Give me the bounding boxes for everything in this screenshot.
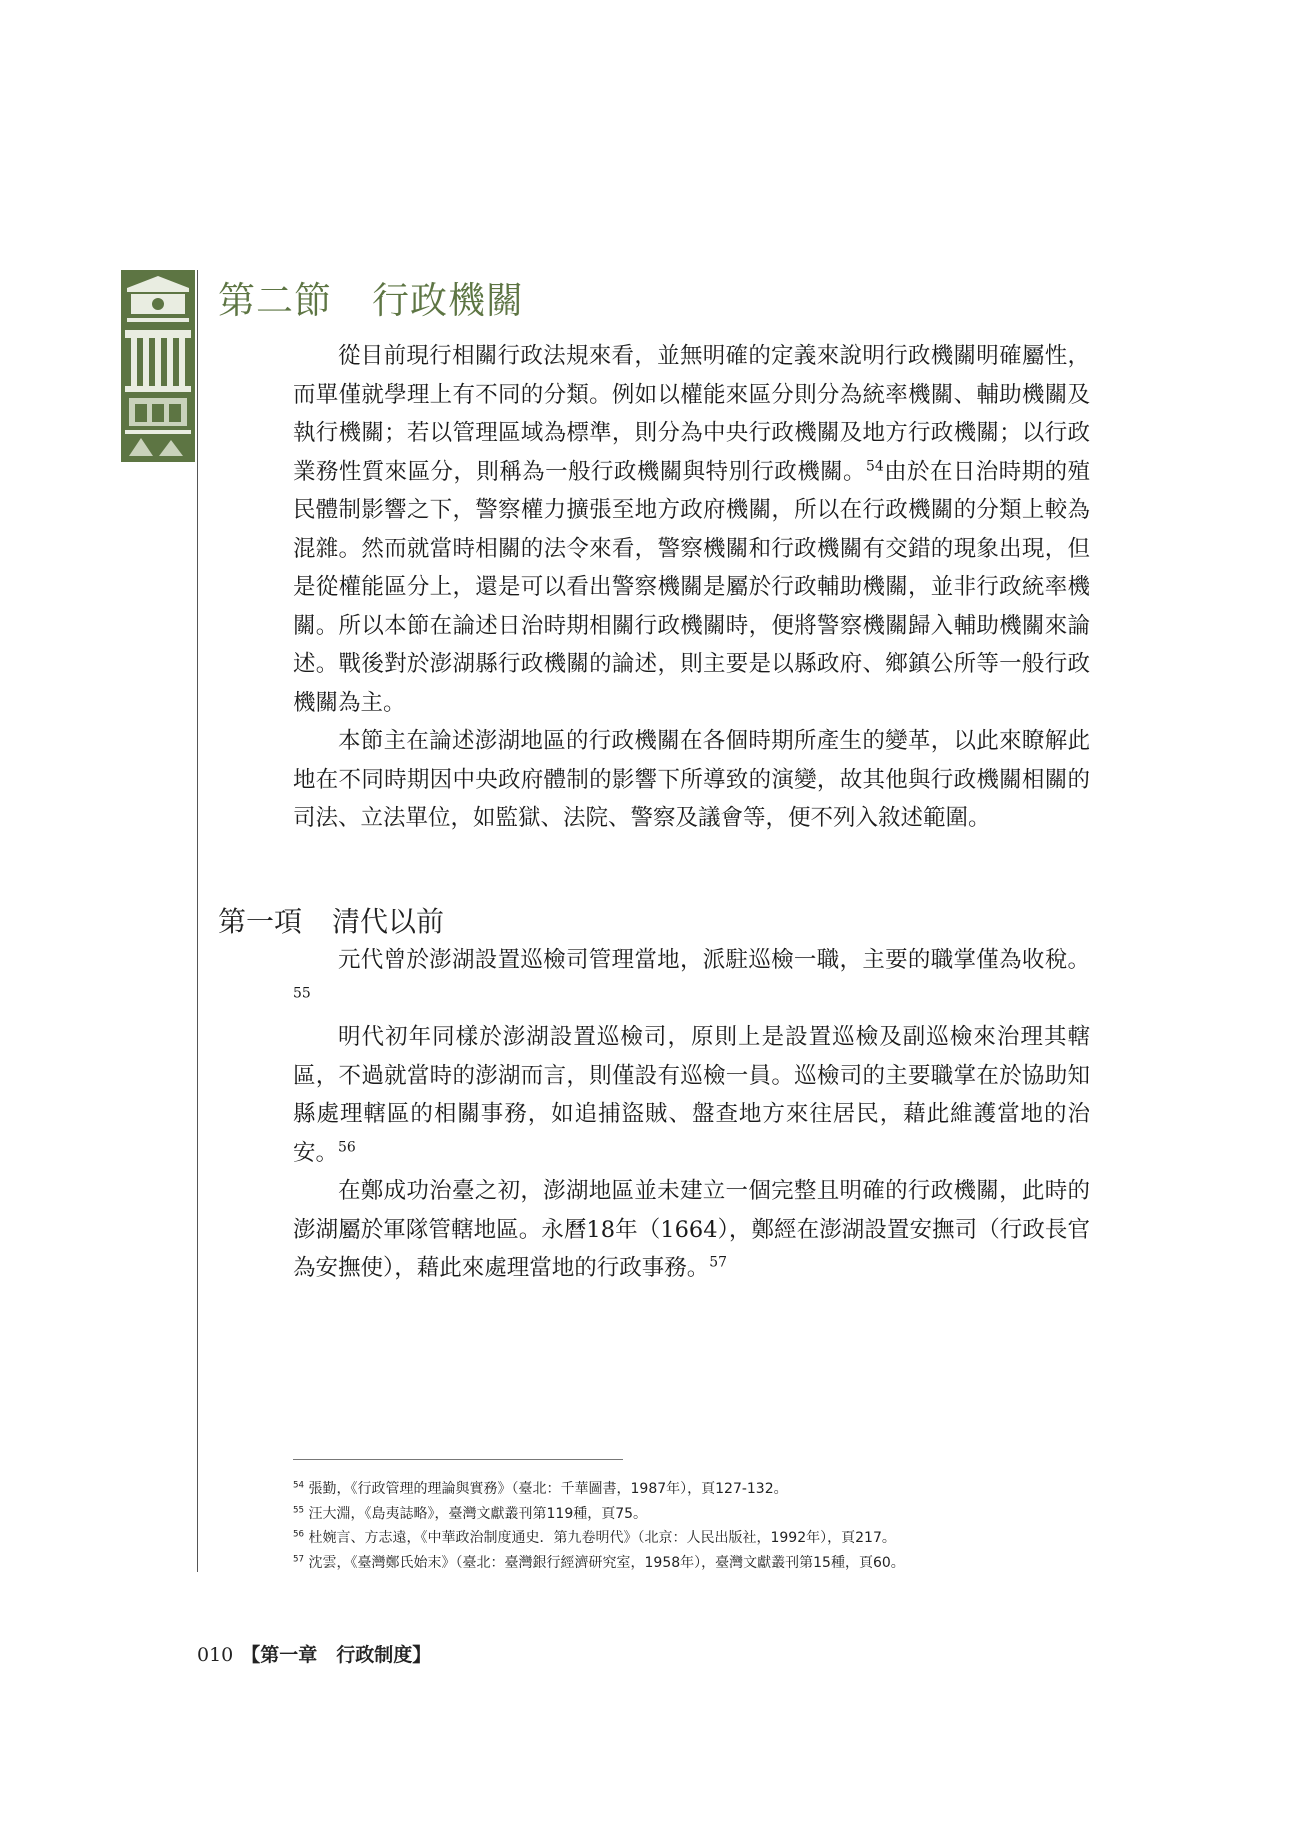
footnote-ref[interactable]: 57 — [709, 1254, 728, 1271]
page-number: 010 — [197, 1644, 234, 1666]
paragraph: 從目前現行相關行政法規來看，並無明確的定義來說明行政機關明確屬性，而單僅就學理上有不同的分類。例如以權能來區分則分為統率機關、輔助機關及執行機關；若以管理區域為標準，則分為中央行政機關及地方行政機關；以行政業務性質來區分，則稱為一般行政機關與特別行政機關。$^{54}$由於在日治時期的殖民體制影響之下，警察權力擴張至地方政府機關，所以在行政機關的分類上較為混雜。然而就當時相關的法令來看，警察機關和行政機關有交錯的現象出現，但是從權能區分上，還是可以看出警察機關是屬於行政輔助機關，並非行政統率機關。所以本節在論述日治時期相關行政機關時，便將警察機關歸入輔助機關來論述。戰後對於澎湖縣行政機關的論述，則主要是以縣政府、鄉鎮公所等一般行政機關為主。 — [293, 343, 1090, 716]
paragraph: 本節主在論述澎湖地區的行政機關在各個時期所產生的變革，以此來瞭解此地在不同時期因中央政府體制的影響下所導致的演變，故其他與行政機關相關的司法、立法單位，如監獄、法院、警察及議會等，便不列入敘述範圍。 — [293, 728, 1090, 831]
subsection-name: 清代以前 — [332, 905, 445, 938]
paragraph: 在鄭成功治臺之初，澎湖地區並未建立一個完整且明確的行政機關，此時的澎湖屬於軍隊管轄地區。永曆18年（1664），鄭經在澎湖設置安撫司（行政長官為安撫使），藉此來處理當地的行政事務。$^{57}$ — [293, 1178, 1090, 1281]
footnote: $^{57}$ 沈雲，《臺灣鄭氏始末》（臺北：臺灣銀行經濟研究室，1958年），臺灣文獻叢刊第15種，頁60。 — [293, 1553, 905, 1571]
margin-rule — [197, 270, 198, 1572]
building-emblem-icon — [121, 270, 195, 462]
footnote-number: 57 — [293, 1553, 305, 1564]
paragraph: 明代初年同樣於澎湖設置巡檢司，原則上是設置巡檢及副巡檢來治理其轄區，不過就當時的澎湖而言，則僅設有巡檢一員。巡檢司的主要職掌在於協助知縣處理轄區的相關事務，如追捕盜賊、盤查地方來往居民，藉此維護當地的治安。$^{56}$ — [293, 1024, 1090, 1166]
intro-body — [293, 337, 1090, 838]
subsection-body — [293, 941, 1090, 1288]
footnote: $^{54}$ 張勤，《行政管理的理論與實務》（臺北：千華圖書，1987年），頁127-132。 — [293, 1480, 788, 1497]
subsection-title — [218, 900, 444, 940]
footnotes — [293, 1477, 1093, 1575]
footnote-ref[interactable]: 54 — [865, 458, 884, 474]
subsection-number: 第一項 — [218, 905, 303, 938]
footnote-number: 54 — [293, 1480, 305, 1491]
section-emblem-image — [121, 270, 195, 462]
section-name: 行政機關 — [372, 279, 524, 322]
chapter-label: 【第一章 行政制度】 — [241, 1644, 432, 1666]
footnote: $^{56}$ 杜婉言、方志遠，《中華政治制度通史．第九卷明代》（北京：人民出版社，1992年），頁217。 — [293, 1529, 896, 1546]
footnote-number: 55 — [293, 1504, 305, 1515]
footnote-rule — [293, 1459, 623, 1460]
footnote: $^{55}$ 汪大淵，《島夷誌略》，臺灣文獻叢刊第119種，頁75。 — [293, 1504, 648, 1522]
paragraph: 元代曾於澎湖設置巡檢司管理當地，派駐巡檢一職，主要的職掌僅為收稅。$^{55}$ — [293, 947, 1090, 1001]
footnote-ref[interactable]: 56 — [338, 1139, 356, 1155]
section-number: 第二節 — [218, 279, 332, 322]
footnote-ref[interactable]: 55 — [293, 985, 311, 1001]
footnote-number: 56 — [293, 1529, 305, 1540]
page-footer — [197, 1640, 431, 1667]
section-title — [218, 270, 524, 324]
